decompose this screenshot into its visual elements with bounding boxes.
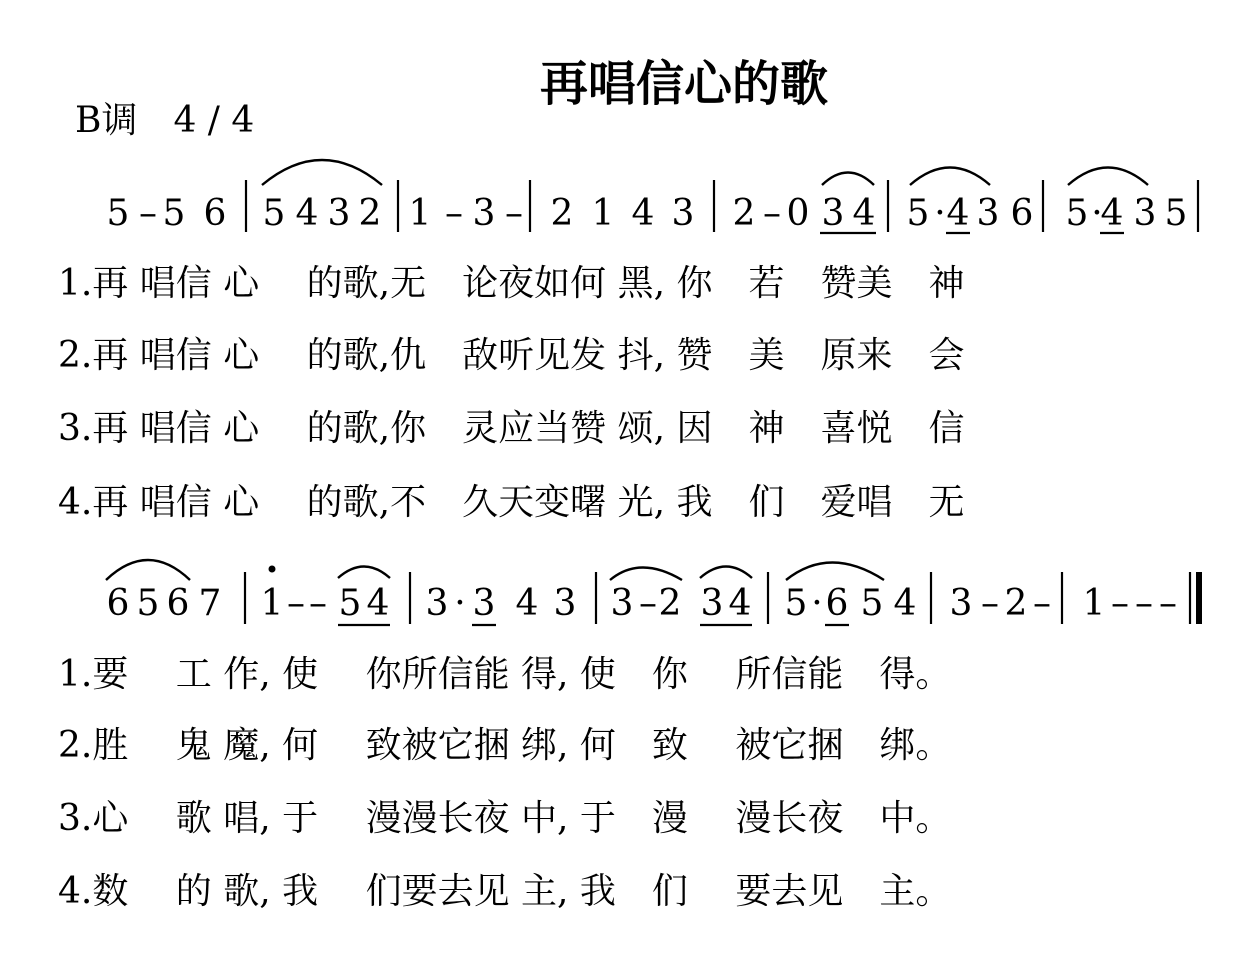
note-1-7: 3 <box>327 193 351 234</box>
dash-mark-1-12: – <box>505 193 523 234</box>
system-1 <box>107 193 1188 234</box>
note-2-25: 3 <box>949 583 973 624</box>
dash-mark-1-18: – <box>763 193 781 234</box>
dash-mark-2-28: – <box>1033 583 1051 624</box>
slur-3-2 <box>610 568 682 581</box>
lyric-line-2-2: 2.胜 鬼 魔, 何 致被它捆 绑, 何 致 被它捆 绑。 <box>58 725 952 766</box>
note-1-6: 4 <box>295 193 319 234</box>
dash-mark-1-10: – <box>445 193 463 234</box>
slur-34-b <box>700 567 752 579</box>
note-2-2: 5 <box>136 583 160 624</box>
dash-mark-2-6: – <box>287 583 305 624</box>
slur-543-b <box>1068 168 1148 186</box>
note-1-27: 5 <box>1065 193 1089 234</box>
note-1-14: 1 <box>591 193 615 234</box>
note-1-25: 3 <box>976 193 1000 234</box>
note-2-27: 2 <box>1004 583 1028 624</box>
song-title: 再唱信心的歌 <box>540 56 829 112</box>
lyric-line-1-3: 3.再 唱信 心 的歌,你 灵应当赞 颂, 因 神 喜悦 信 <box>58 408 965 449</box>
note-2-22: 6 <box>825 583 849 624</box>
note-2-13: 4 <box>515 583 539 624</box>
note-1-19: 0 <box>786 193 810 234</box>
lyric-line-1-2: 2.再 唱信 心 的歌,仇 敌听见发 抖, 赞 美 原来 会 <box>58 335 965 376</box>
note-2-23: 5 <box>860 583 884 624</box>
note-1-4: 6 <box>203 193 227 234</box>
note-2-8: 5 <box>338 583 362 624</box>
note-2-14: 3 <box>553 583 577 624</box>
slur-5432 <box>262 160 382 185</box>
key-signature: B调 4 / 4 <box>75 100 255 141</box>
dash-mark-2-7: – <box>309 583 327 624</box>
note-1-15: 4 <box>631 193 655 234</box>
note-2-10: 3 <box>425 583 449 624</box>
note-2-18: 3 <box>700 583 724 624</box>
note-1-30: 3 <box>1133 193 1157 234</box>
barlines <box>245 180 1199 624</box>
note-1-11: 3 <box>472 193 496 234</box>
note-2-29: 1 <box>1082 583 1106 624</box>
note-1-9: 1 <box>408 193 432 234</box>
dash-mark-2-16: – <box>639 583 657 624</box>
lyric-line-1-4: 4.再 唱信 心 的歌,不 久天变曙 光, 我 们 爱唱 无 <box>58 482 965 523</box>
note-1-16: 3 <box>671 193 695 234</box>
note-2-15: 3 <box>610 583 634 624</box>
note-1-20: 3 <box>821 193 845 234</box>
lyric-line-1-1: 1.再 唱信 心 的歌,无 论夜如何 黑, 你 若 赞美 神 <box>58 263 965 304</box>
dash-mark-2-26: – <box>981 583 999 624</box>
slur-34-a <box>822 173 874 186</box>
note-2-19: 4 <box>728 583 752 624</box>
dash-mark-2-31: – <box>1135 583 1153 624</box>
slur-656 <box>106 560 190 580</box>
note-2-4: 7 <box>198 583 222 624</box>
lyric-line-2-1: 1.要 工 作, 使 你所信能 得, 使 你 所信能 得。 <box>58 654 952 695</box>
note-2-9: 4 <box>366 583 390 624</box>
slur-565 <box>786 563 884 581</box>
note-2-3: 6 <box>166 583 190 624</box>
dash-mark-1-23: · <box>934 193 946 234</box>
dash-mark-1-28: · <box>1091 193 1103 234</box>
note-1-29: 4 <box>1100 193 1124 234</box>
note-1-21: 4 <box>852 193 876 234</box>
note-1-1: 5 <box>106 193 130 234</box>
note-2-24: 4 <box>893 583 917 624</box>
lyric-line-2-3: 3.心 歌 唱, 于 漫漫长夜 中, 于 漫 漫长夜 中。 <box>58 798 952 839</box>
lyrics-system-2 <box>58 654 951 912</box>
note-2-1: 6 <box>106 583 130 624</box>
slur-54 <box>338 567 390 579</box>
high-octave-dot <box>269 566 276 573</box>
dash-mark-2-30: – <box>1111 583 1129 624</box>
system-2 <box>107 583 1177 624</box>
note-1-26: 6 <box>1010 193 1034 234</box>
note-1-13: 2 <box>550 193 574 234</box>
slur-543-a <box>910 168 990 186</box>
dash-mark-1-2: – <box>139 193 157 234</box>
note-2-5: 1 <box>260 583 284 624</box>
dash-mark-2-32: – <box>1159 583 1177 624</box>
note-1-22: 5 <box>906 193 930 234</box>
note-2-20: 5 <box>784 583 808 624</box>
note-1-24: 4 <box>946 193 970 234</box>
dash-mark-2-21: · <box>811 583 823 624</box>
note-2-17: 2 <box>658 583 682 624</box>
lyrics-system-1 <box>58 263 964 523</box>
note-2-12: 3 <box>472 583 496 624</box>
note-1-31: 5 <box>1164 193 1188 234</box>
note-1-17: 2 <box>732 193 756 234</box>
dash-mark-2-11: · <box>454 583 466 624</box>
note-1-8: 2 <box>358 193 382 234</box>
note-1-3: 5 <box>162 193 186 234</box>
note-1-5: 5 <box>262 193 286 234</box>
lyric-line-2-4: 4.数 的 歌, 我 们要去见 主, 我 们 要去见 主。 <box>58 871 952 912</box>
